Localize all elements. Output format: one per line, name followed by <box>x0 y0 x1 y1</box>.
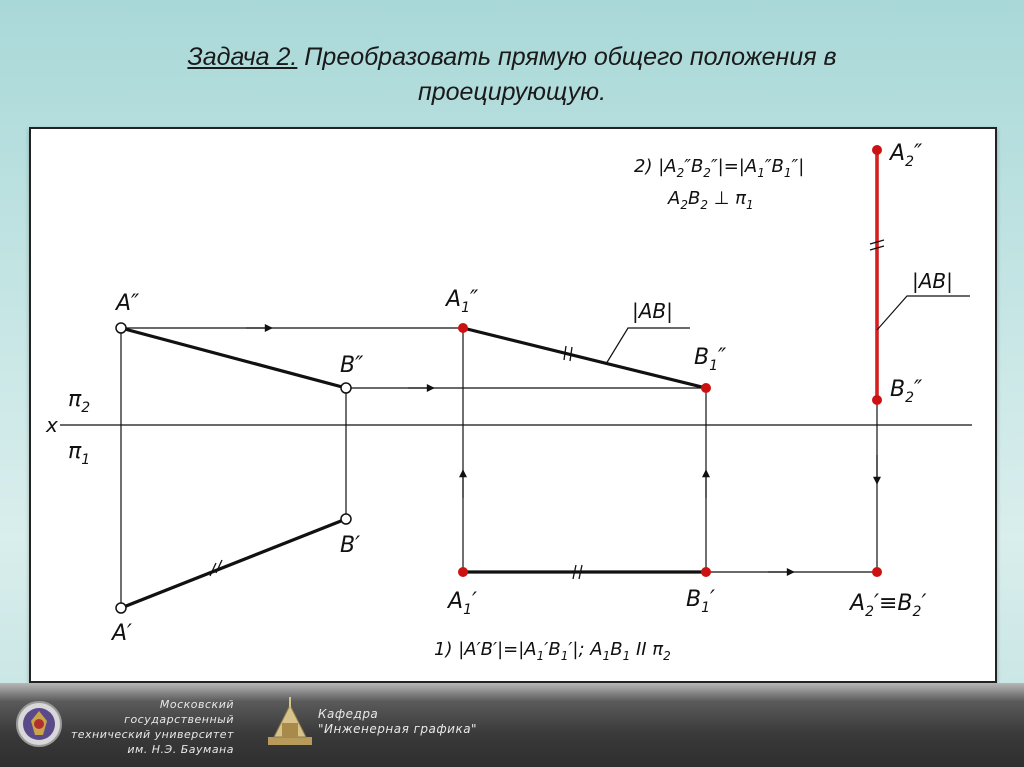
point-B-top <box>341 514 351 524</box>
point-A2-front <box>872 145 882 155</box>
point-A1-top <box>458 567 468 577</box>
task-text: Преобразовать прямую общего положения в <box>304 43 837 71</box>
label-B2-front: $B_2''$ <box>890 377 923 406</box>
point-B2-front <box>872 395 882 405</box>
note-step-2-line2: $A_2B_2$ ⊥ $\pi_1$ <box>668 188 754 212</box>
segment-AB-front <box>121 328 346 388</box>
point-A2B2-top <box>872 567 882 577</box>
footer-bar <box>0 683 1024 767</box>
label-AB-1: |AB| <box>632 299 673 323</box>
department-logo-icon <box>264 693 316 753</box>
leader-AB-2 <box>877 296 970 330</box>
university-line-1: Московский государственный <box>124 698 234 726</box>
university-line-3: им. Н.Э. Баумана <box>127 743 234 756</box>
point-B1-top <box>701 567 711 577</box>
label-AB-2: |AB| <box>912 269 953 293</box>
department-name <box>318 707 477 737</box>
note-step-1: 1) $|A'B'|=|A_1'B_1'|$; $A_1B_1$ II $\pi_2$ <box>434 639 671 663</box>
university-line-2: технический университет <box>70 728 234 741</box>
label-B-top: B′ <box>340 533 361 558</box>
leader-AB-1 <box>606 328 690 364</box>
label-B1-front: $B_1''$ <box>694 345 727 374</box>
label-A1-top: $A_1'$ <box>448 589 477 618</box>
segment-A1B1-front <box>463 328 706 388</box>
label-pi1: $\pi_1$ <box>68 439 91 468</box>
label-A1-front: $A_1''$ <box>446 287 479 316</box>
point-B1-front <box>701 383 711 393</box>
label-A-front: A″ <box>116 291 140 316</box>
point-A-top <box>116 603 126 613</box>
note-step-2-line1: 2) $|A_2''B_2''|=|A_1''B_1''|$ <box>634 156 805 180</box>
title-line-2: проецирующую. <box>417 78 607 106</box>
point-A1-front <box>458 323 468 333</box>
university-name <box>60 697 234 757</box>
segment-AB-top <box>121 519 346 608</box>
point-A-front <box>116 323 126 333</box>
department-line-1: Кафедра <box>318 707 379 721</box>
label-B1-top: $B_1'$ <box>686 587 716 616</box>
label-B-front: B″ <box>340 353 364 378</box>
label-axis-x: x <box>46 413 58 437</box>
point-B-front <box>341 383 351 393</box>
label-pi2: $\pi_2$ <box>68 387 91 416</box>
label-A2B2-top: $A_2'\equiv B_2'$ <box>850 591 927 620</box>
department-line-2: "Инженерная графика" <box>318 722 478 736</box>
label-A2-front: $A_2''$ <box>890 141 923 170</box>
task-number: Задача 2. <box>187 43 298 71</box>
label-A-top: A′ <box>112 621 133 646</box>
